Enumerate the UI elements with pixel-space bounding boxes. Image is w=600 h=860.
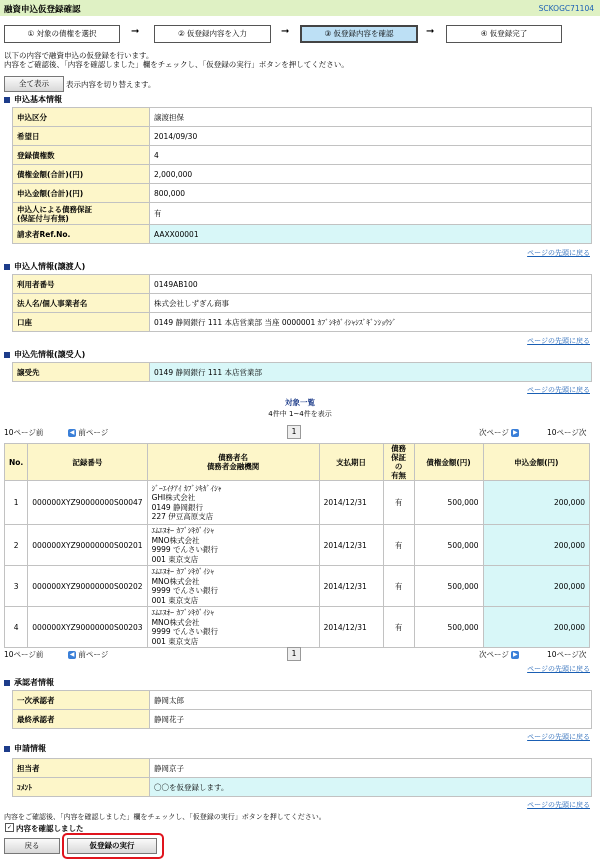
section-approver-title: 承認者情報 [4,677,54,688]
pager-top [4,425,590,439]
value-assignee: 0149 静岡銀行 111 本店営業部 [150,363,592,382]
col-apply: 申込金額(円) [483,444,589,481]
back-to-top-link[interactable]: ページの先頭に戻る [527,386,590,394]
label-company: 法人名/個人事業者名 [13,294,150,313]
toggle-description: 表示内容を切り替えます。 [66,80,156,89]
execute-button[interactable]: 仮登録の実行 [67,838,157,854]
debtor-name: MNO株式会社 [151,576,200,586]
section-request-title: 申請情報 [4,743,46,754]
row-apply: 200,000 [483,566,589,607]
next-10-link[interactable]: 10ページ次 [547,428,587,437]
label-guarantee-1: 申込人による債務保証 [17,204,92,214]
step-1: ① 対象の債権を選択 [4,25,120,43]
value-company: 株式会社しずぎん商事 [150,294,592,313]
row-amount: 500,000 [414,481,483,525]
row-due: 2014/12/31 [319,525,383,566]
value-user-no: 0149AB100 [150,275,592,294]
row-debtor [147,525,319,566]
back-to-top-link[interactable]: ページの先頭に戻る [527,733,590,741]
value-ref-no: AAXX00001 [150,225,592,244]
col-debtor-1: 債務者名 [218,453,249,462]
row-guarantee: 有 [383,566,414,607]
footer-note: 内容をご確認後、「内容を確認しました」欄をチェックし、「仮登録の実行」ボタンを押してください。 [4,813,326,821]
label-ref-no: 請求者Ref.No. [13,225,150,244]
debtor-branch: 001 東京支店 [151,595,199,605]
prev-page-link[interactable] [68,649,108,660]
arrow-icon: ➞ [426,26,435,37]
approver-table [12,690,592,729]
arrow-right-icon: ▶ [512,651,518,658]
table-row [5,481,590,525]
arrow-left-icon: ◀ [69,429,75,436]
value-apply-type: 譲渡担保 [150,108,592,127]
prev-10-link[interactable]: 10ページ前 [4,650,44,659]
claims-table [4,443,590,648]
next-page-label: 次ページ [479,428,509,437]
value-guarantee: 有 [150,203,592,225]
col-guarantee-2: 保証の [391,453,407,471]
table-row [5,607,590,648]
row-debtor [147,607,319,648]
next-10-link[interactable]: 10ページ次 [547,650,587,659]
debtor-bank: 9999 でんさい銀行 [151,586,219,595]
applicant-table [12,274,592,332]
label-guarantee-2: (保証付与有無) [17,213,69,223]
check-icon: ✓ [6,824,13,831]
value-apply-total: 800,000 [150,184,592,203]
screen-code: SCKOGC71104 [538,4,594,13]
back-to-top-link[interactable]: ページの先頭に戻る [527,337,590,345]
back-to-top-link[interactable]: ページの先頭に戻る [527,249,590,257]
label-final-approver: 最終承認者 [13,710,150,729]
row-debtor [147,481,319,525]
confirm-checkbox[interactable] [5,823,14,832]
row-due: 2014/12/31 [319,566,383,607]
label-assignee: 譲受先 [13,363,150,382]
col-record-no: 記録番号 [28,444,147,481]
debtor-bank: 9999 でんさい銀行 [151,627,219,636]
row-record-no: 000000XYZ90000000S00201 [28,525,147,566]
section-applicant-title: 申込人情報(譲渡人) [4,261,85,272]
label-first-approver: 一次承認者 [13,691,150,710]
value-claim-total: 2,000,000 [150,165,592,184]
prev-page-label: 前ページ [78,428,109,437]
debtor-name: GHI株式会社 [151,493,196,502]
col-amount: 債権金額(円) [414,444,483,481]
debtor-name: MNO株式会社 [151,617,200,627]
title-bar [0,0,600,16]
label-claim-total: 債権金額(合計)(円) [13,165,150,184]
row-amount: 500,000 [414,607,483,648]
table-row [5,525,590,566]
row-record-no: 000000XYZ90000000S00202 [28,566,147,607]
col-guarantee-3: 有無 [391,471,407,480]
row-debtor [147,566,319,607]
debtor-kana: ｼﾞｰｴｲﾁｱｲ ｶﾌﾞｼｷｶﾞｲｼｬ [151,483,222,493]
debtor-branch: 001 東京支店 [151,636,199,646]
value-person: 静岡京子 [150,759,592,778]
section-basic-title: 申込基本情報 [4,94,62,105]
row-no: 1 [5,481,28,525]
row-apply: 200,000 [483,481,589,525]
dest-table [12,362,592,382]
show-all-button[interactable]: 全て表示 [4,76,64,92]
row-guarantee: 有 [383,525,414,566]
pager-bottom [4,647,590,661]
col-due: 支払期日 [319,444,383,481]
debtor-kana: ｴﾑｴﾇｵｰ ｶﾌﾞｼｷｶﾞｲｼｬ [151,526,214,535]
step-4: ④ 仮登録完了 [446,25,562,43]
debtor-bank: 9999 でんさい銀行 [151,545,219,554]
list-count: 4件中 1~4件を表示 [268,410,332,418]
step-3-current: ③ 仮登録内容を確認 [300,25,418,43]
arrow-icon: ➞ [281,26,290,37]
label-desired-date: 希望日 [13,127,150,146]
value-count: 4 [150,146,592,165]
row-record-no: 000000XYZ90000000S00047 [28,481,147,525]
row-apply: 200,000 [483,525,589,566]
table-row [5,566,590,607]
row-record-no: 000000XYZ90000000S00203 [28,607,147,648]
col-no: No. [5,444,28,481]
debtor-branch: 001 東京支店 [151,554,199,564]
label-comment: ｺﾒﾝﾄ [13,778,150,797]
page-number[interactable]: 1 [287,647,301,661]
arrow-right-icon: ▶ [512,429,518,436]
prev-page-link[interactable] [68,427,108,438]
arrow-icon: ➞ [131,26,140,37]
debtor-kana: ｴﾑｴﾇｵｰ ｶﾌﾞｼｷｶﾞｲｼｬ [151,608,214,617]
debtor-name: MNO株式会社 [151,535,200,545]
debtor-kana: ｴﾑｴﾇｵｰ ｶﾌﾞｼｷｶﾞｲｼｬ [151,567,214,576]
row-due: 2014/12/31 [319,481,383,525]
row-no: 4 [5,607,28,648]
debtor-branch: 227 伊豆高原支店 [151,512,214,521]
col-guarantee-1: 債務 [391,444,407,453]
col-guarantee [383,444,414,481]
request-table [12,758,592,797]
progress-steps [4,25,596,43]
page-number[interactable]: 1 [287,425,301,439]
back-to-top-link[interactable]: ページの先頭に戻る [527,801,590,809]
list-title: 対象一覧 [285,398,315,407]
prev-10-link[interactable]: 10ページ前 [4,428,44,437]
value-account: 0149 静岡銀行 111 本店営業部 当座 0000001 ｶﾌﾞｼｷｶﾞｲｼｬｼｽﾞｷﾞﾝｼｮｳｼﾞ [150,313,592,332]
row-amount: 500,000 [414,525,483,566]
back-button[interactable]: 戻る [4,838,60,854]
section-dest-title: 申込先情報(譲受人) [4,349,85,360]
next-page-link[interactable] [479,427,519,438]
value-desired-date: 2014/09/30 [150,127,592,146]
row-due: 2014/12/31 [319,607,383,648]
label-account: 口座 [13,313,150,332]
row-amount: 500,000 [414,566,483,607]
prev-page-label: 前ページ [78,650,109,659]
back-to-top-link[interactable]: ページの先頭に戻る [527,665,590,673]
debtor-bank: 0149 静岡銀行 [151,502,204,512]
label-apply-type: 申込区分 [13,108,150,127]
row-guarantee: 有 [383,607,414,648]
basic-info-table [12,107,592,244]
label-apply-total: 申込金額(合計)(円) [13,184,150,203]
value-final-approver: 静岡花子 [150,710,592,729]
label-count: 登録債権数 [13,146,150,165]
page-title: 融資申込仮登録確認 [4,5,81,15]
label-user-no: 利用者番号 [13,275,150,294]
intro-line-1: 以下の内容で融資申込の仮登録を行います。 [4,51,154,60]
row-apply: 200,000 [483,607,589,648]
arrow-left-icon: ◀ [69,651,75,658]
step-2: ② 仮登録内容を入力 [154,25,271,43]
row-guarantee: 有 [383,481,414,525]
value-first-approver: 静岡太郎 [150,691,592,710]
intro-line-2: 内容をご確認後、「内容を確認しました」欄をチェックし、「仮登録の実行」ボタンを押してください。 [4,60,349,69]
next-page-link[interactable] [479,649,519,660]
value-comment: 〇〇を仮登録します。 [150,778,592,797]
col-debtor [147,444,319,481]
col-debtor-2: 債務者金融機関 [206,462,260,471]
confirm-label: 内容を確認しました [16,824,84,833]
next-page-label: 次ページ [479,650,509,659]
row-no: 3 [5,566,28,607]
label-person: 担当者 [13,759,150,778]
row-no: 2 [5,525,28,566]
label-guarantee [13,203,150,225]
